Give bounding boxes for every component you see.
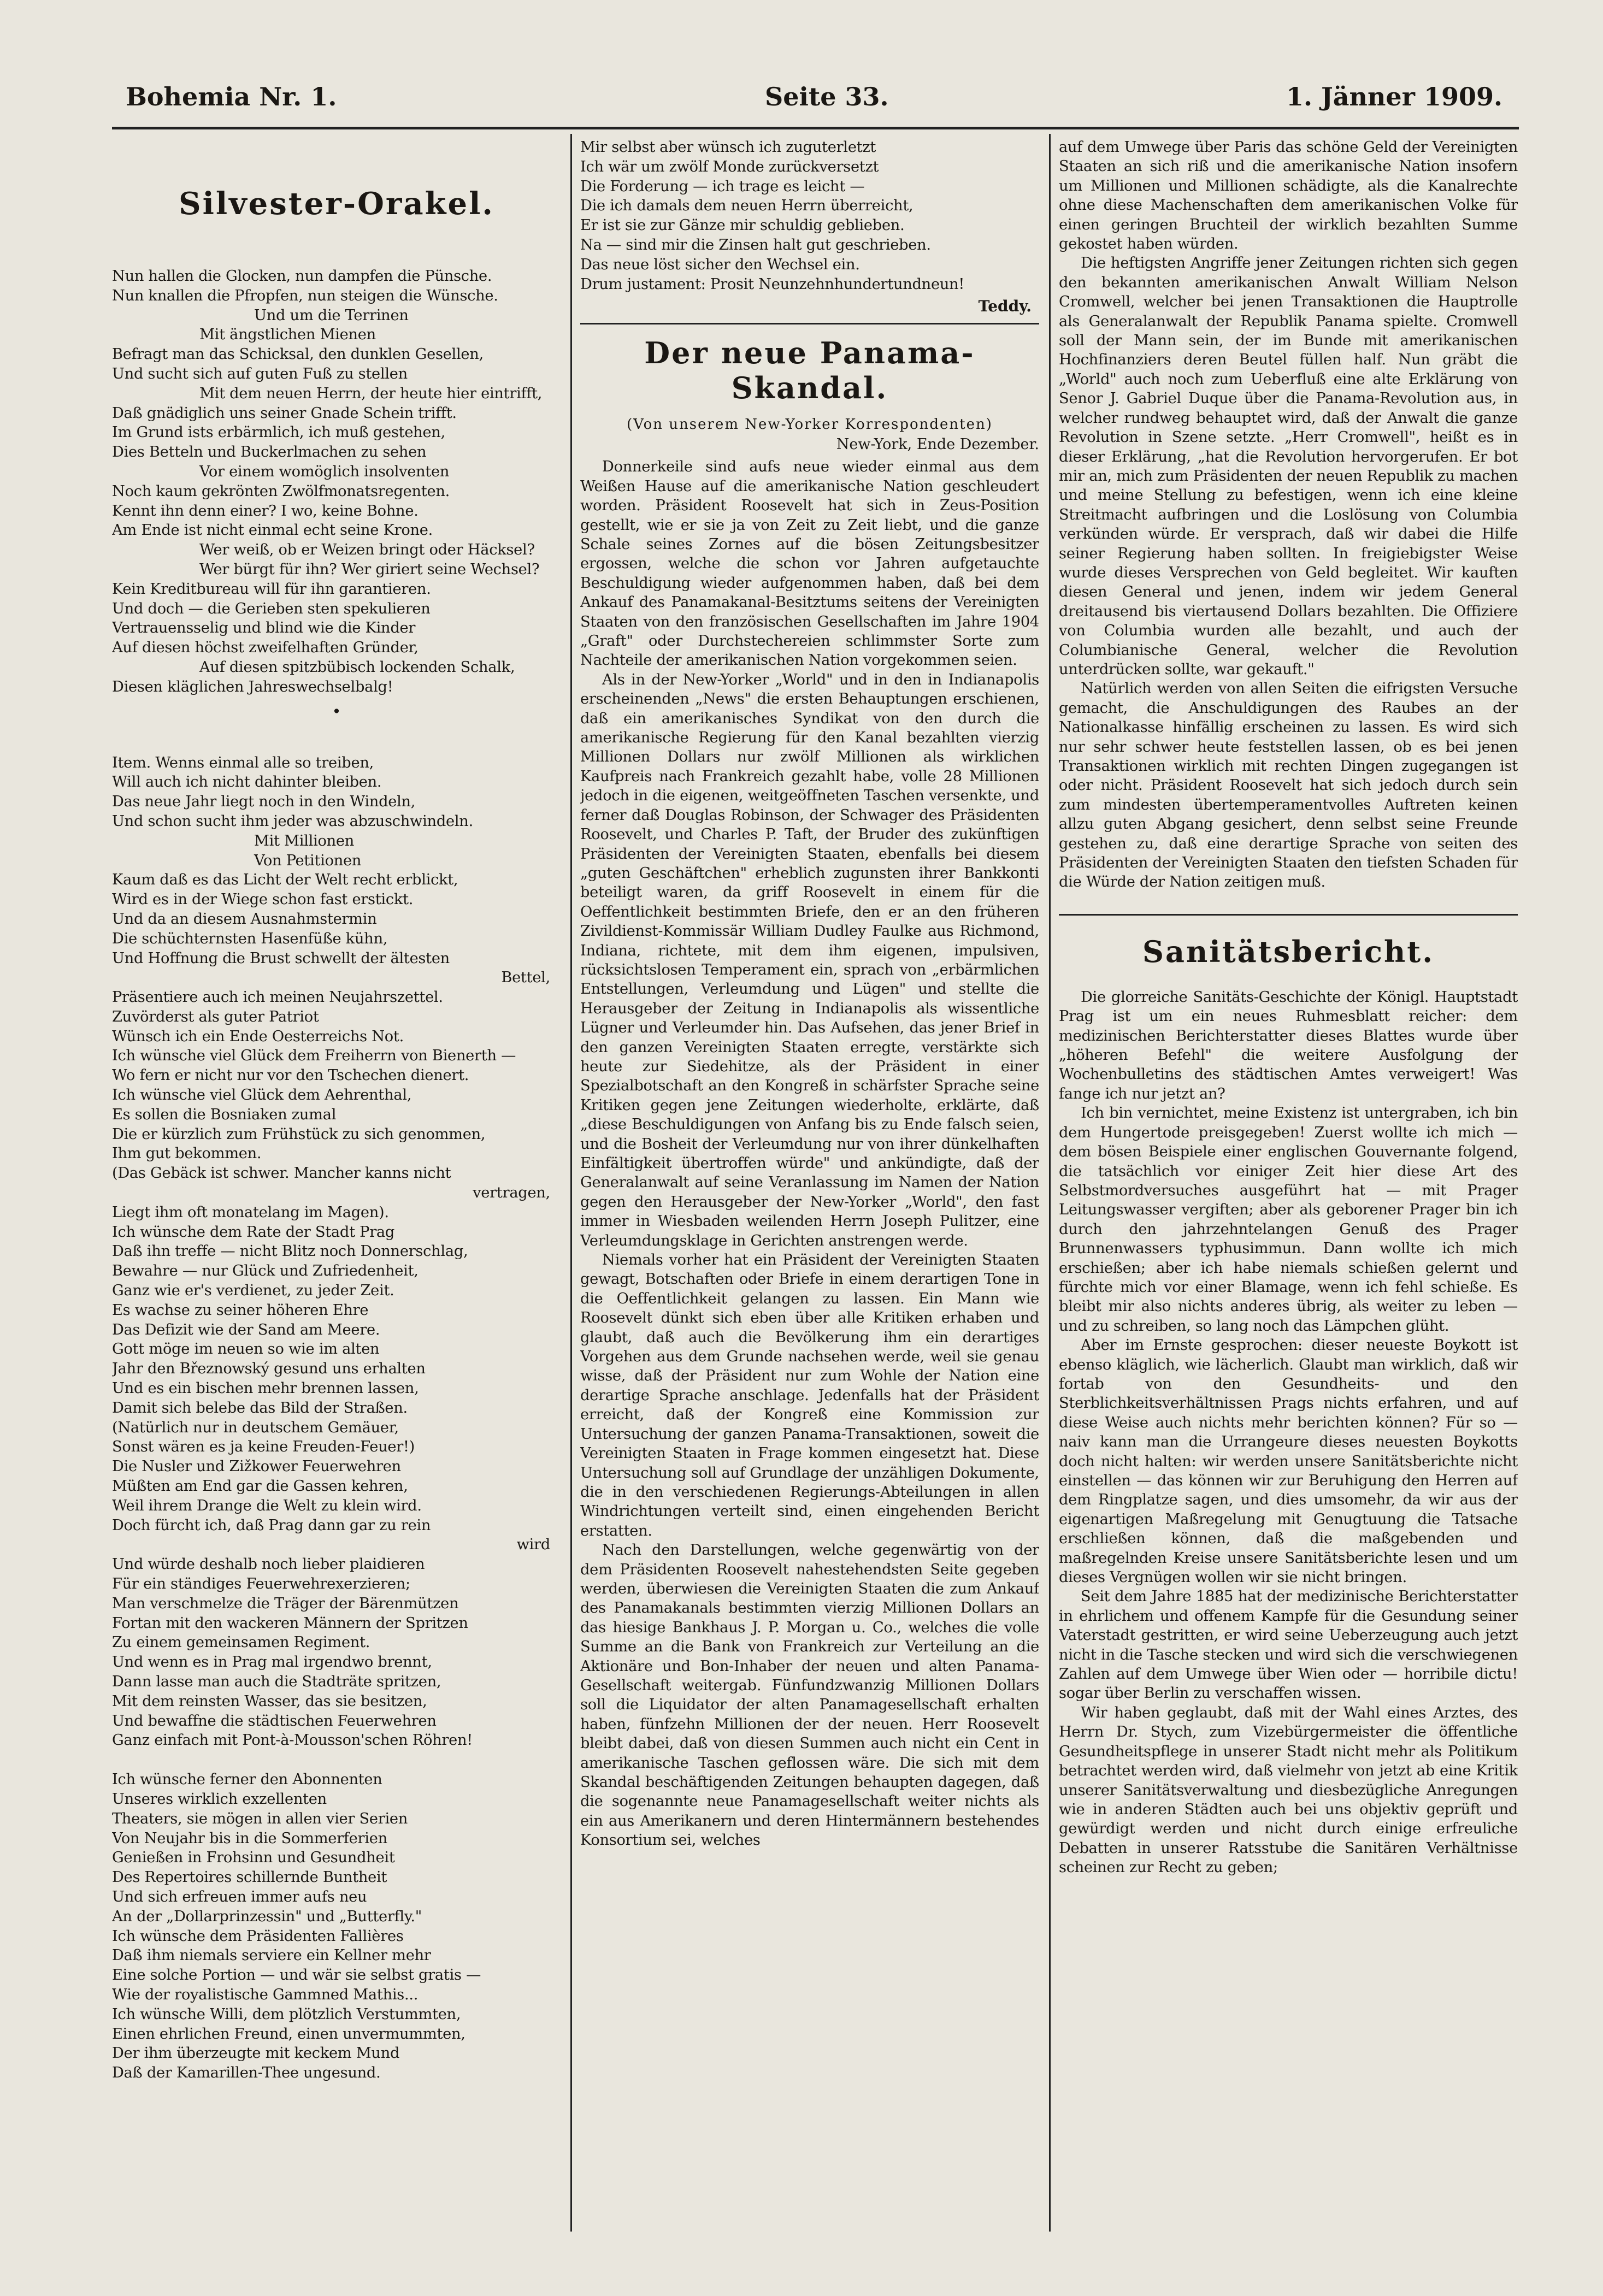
poem-line: Und wenn es in Prag mal irgendwo brennt,	[112, 1654, 432, 1671]
poem-line: Mit dem neuen Herrn, der heute hier eintrifft,	[199, 385, 543, 402]
poem-line: Und sich erfreuen immer aufs neu	[112, 1888, 367, 1905]
poem-line: Auf diesen spitzbübisch lockenden Schalk,	[199, 658, 515, 676]
article-paragraph: Niemals vorher hat ein Präsident der Vereinigten Staaten gewagt, Botschaften oder Briefe in einem derartigen Tone in die Oeffentlichkeit gelangen zu lassen. Ein Mann wie Roosevelt dünkt sich eben über alle Kritiken erhaben und glaubt, daß auch die Bevölkerung ihm ein derartiges Vorgehen aus dem Grunde nachsehen werde, weil sie genau wisse, daß der Präsident nur zum Wohle der Nation eine derartige Sprache anschlage. Jedenfalls hat der Präsident erreicht, daß der Kongreß eine Kommission zur Untersuchung der ganzen Panama-Transaktionen, soweit die Vereinigten Staaten in Frage kommen eingesetzt hat. Diese Untersuchung soll auf Grundlage der unzähligen Dokumente, die in den verschiedenen Regierungs-Abteilungen in allen Windrichtungen verteilt sind, einen eingehenden Bericht erstatten.	[580, 1252, 1039, 1539]
poem-signature: Teddy.	[978, 297, 1032, 316]
poem-line: Und schon sucht ihm jeder was abzuschwindeln.	[112, 812, 473, 830]
poem-line: Na — sind mir die Zinsen halt gut geschrieben.	[580, 236, 931, 253]
poem-line: Müßten am End gar die Gassen kehren,	[112, 1478, 408, 1495]
poem-stanza-2	[112, 753, 561, 1751]
poem-line: Ihm gut bekommen.	[112, 1145, 262, 1162]
poem-line: Und doch — die Gerieben sten spekulieren	[112, 600, 431, 617]
poem-line: Diesen kläglichen Jahreswechselbalg!	[112, 678, 393, 695]
article-divider	[1059, 914, 1518, 916]
header-page-number: Seite 33.	[765, 82, 889, 111]
header-rule	[112, 127, 1519, 129]
article-paragraph: Ich bin vernichtet, meine Existenz ist untergraben, ich bin dem Hungertode preisgegeben! Zuerst wollte ich mich — dem bösen Beispiele einer englischen Gouvernante folgend, die tatsächlich vor einiger Zeit hier diese Art des Selbstmordversuches ausgeführt hat — mit Prager Leitungswasser vergiften; aber als geborener Prager bin ich durch den jahrzehntelangen Genuß des Prager Brunnenwassers typhusimmun. Dann wollte ich mich erschießen; aber ich habe niemals schießen gelernt und fürchte mich vor einer Blamage, wenn ich fehl schieße. Es bleibt mir also nichts anderes übrig, als weiter zu leben — und zu schreiben, so lang noch das Lämpchen glüht.	[1059, 1105, 1518, 1335]
article-paragraph: auf dem Umwege über Paris das schöne Geld der Vereinigten Staaten an sich riß und die amerikanische Nation insofern um Millionen und Millionen schädigte, als die Kanalrechte ohne diese Machenschaften dem amerikanischen Volke für einen geringen Bruchteil der wirklich bezahlten Summe gekostet haben würden.	[1059, 139, 1518, 253]
poem-line: Es sollen die Bosniaken zumal	[112, 1106, 337, 1123]
poem-line: Der ihm überzeugte mit keckem Mund	[112, 2045, 400, 2062]
poem-line: Und bewaffne die städtischen Feuerwehren	[112, 1712, 437, 1730]
poem-line: Ich wünsche Willi, dem plötzlich Verstummten,	[112, 2005, 461, 2023]
article-paragraph: Die heftigsten Angriffe jener Zeitungen richten sich gegen den bekannten amerikanischen Anwalt William Nelson Cromwell, welcher bei jenen Transaktionen die Hauptrolle als Generalanwalt der Republik Panama spielte. Cromwell soll der Mann sein, der im Bunde mit amerikanischen Hochfinanziers deren Beutel füllen half. Nun gräbt die „World" auch noch zum Ueberfluß eine alte Erklärung von Senor J. Gabriel Duque über die Panama-Revolution aus, in welcher rundweg behauptet wird, daß der Anwalt die ganze Revolution in Szene setzte. „Herr Cromwell", heißt es in dieser Erklärung, „hat die Revolution hervorgerufen. Er bot mir an, mich zum Präsidenten der neuen Republik zu machen und meine Stellung zu befestigen, wenn ich eine kleine Streitmacht aufbringen und die Loslösung von Columbia verkünden würde. Er versprach, daß wir dabei die Hilfe seiner Regierung haben sollten. In freigiebigster Weise wurde dieses Versprechen von Geld begleitet. Wir kauften diesen General und jenen, indem wir jedem General dreitausend bis viertausend Dollars bezahlten. Die Offiziere von Columbia wurden alle bezahlt, und auch der Columbianische General, welcher die Revolution unterdrücken sollte, war gekauft."	[1059, 255, 1518, 678]
poem-line: Genießen in Frohsinn und Gesundheit	[112, 1849, 395, 1867]
poem-line: Wer weiß, ob er Weizen bringt oder Häcksel?	[199, 541, 535, 559]
poem-line: Präsentiere auch ich meinen Neujahrszettel.	[112, 989, 443, 1006]
poem-line: Das neue Jahr liegt noch in den Windeln,	[112, 793, 416, 811]
poem-line: Und es ein bischen mehr brennen lassen,	[112, 1380, 419, 1397]
poem-line: (Das Gebäck ist schwer. Mancher kanns nicht	[112, 1165, 451, 1182]
poem-line: Sonst wären es ja keine Freuden-Feuer!)	[112, 1438, 415, 1456]
poem-line: Fortan mit den wackeren Männern der Spritzen	[112, 1614, 468, 1632]
article-paragraph: Die glorreiche Sanitäts-Geschichte der Königl. Hauptstadt Prag ist um ein neues Ruhmesblatt reicher: dem medizinischen Berichterstatter dieses Blattes wurde über „höheren Befehl" die weitere Ausfolgung der Wochenbulletins des städtischen Amtes verweigert! Was fange ich nur jetzt an?	[1059, 988, 1518, 1102]
poem-line: Doch fürcht ich, daß Prag dann gar zu rein	[112, 1516, 431, 1534]
poem-line: Und da an diesem Ausnahmstermin	[112, 910, 377, 928]
poem-line: Nun knallen die Pfropfen, nun steigen die Wünsche.	[112, 287, 498, 304]
poem-line: Mit ängstlichen Mienen	[199, 326, 376, 344]
poem-line: Vertrauensselig und blind wie die Kinder	[112, 619, 416, 637]
poem-line: Des Repertoires schillernde Buntheit	[112, 1869, 387, 1886]
poem-line: Wird es in der Wiege schon fast erstickt.	[112, 891, 414, 908]
column-divider-1	[570, 134, 572, 2232]
poem-line: Damit sich belebe das Bild der Straßen.	[112, 1399, 408, 1416]
poem-line: Bettel,	[501, 969, 550, 987]
poem-line: Auf diesen höchst zweifelhaften Gründer,	[112, 639, 419, 657]
poem-line: Die ich damals dem neuen Herrn überreicht,	[580, 197, 914, 215]
article-paragraph: Natürlich werden von allen Seiten die eifrigsten Versuche gemacht, die Anschuldigungen des Raubes an der Nationalkasse hinfällig erscheinen zu lassen. Es wird sich nur sehr schwer heute feststellen lassen, ob es bei jenen Transaktionen wirklich mit rechten Dingen zugegangen ist oder nicht. Präsident Roosevelt hat sich jedoch durch sein zum mindesten übertemperamentvolles Auftreten keinen allzu guten Abgang gesichert, denn selbst seine Freunde gestehen zu, daß eine derartige Sprache von seiten des Präsidenten der Vereinigten Staaten den tiefsten Schaden für die Würde der Nation zeitigen muß.	[1059, 680, 1518, 891]
poem-line: Nun hallen die Glocken, nun dampfen die Pünsche.	[112, 268, 492, 285]
poem-line: Weil ihrem Drange die Welt zu klein wird.	[112, 1497, 422, 1514]
poem-line: Jahr den Březnowský gesund uns erhalten	[112, 1360, 426, 1378]
poem-line: Daß ihn treffe — nicht Blitz noch Donnerschlag,	[112, 1243, 468, 1260]
poem-line: Ich wünsche viel Glück dem Freiherrn von Bienerth —	[112, 1047, 516, 1065]
article-title-panama: Der neue Panama-Skandal.	[644, 335, 975, 406]
poem-line: Drum justament: Prosit Neunzehnhundertundneun!	[580, 275, 965, 293]
poem-line: Das neue löst sicher den Wechsel ein.	[580, 256, 860, 273]
poem-ending	[580, 138, 1039, 294]
header-date: 1. Jänner 1909.	[1286, 82, 1502, 111]
column-divider-2	[1049, 134, 1051, 2232]
poem-line: Bewahre — nur Glück und Zufriedenheit,	[112, 1262, 419, 1280]
poem-line: (Natürlich nur in deutschem Gemäuer,	[112, 1419, 399, 1436]
column-2	[580, 138, 1039, 2224]
poem-line: Ich wünsche dem Rate der Stadt Prag	[112, 1223, 395, 1241]
stanza-separator: •	[332, 702, 341, 721]
poem-line: Er ist sie zur Gänze mir schuldig geblieben.	[580, 217, 905, 234]
poem-line: Noch kaum gekrönten Zwölfmonatsregenten.	[112, 482, 450, 500]
poem-stanza-3	[112, 1770, 561, 2083]
poem-line: Und um die Terrinen	[254, 306, 409, 324]
poem-line: Die schüchternsten Hasenfüße kühn,	[112, 930, 388, 947]
poem-line: Im Grund ists erbärmlich, ich muß gestehen,	[112, 424, 445, 441]
poem-line: wird	[516, 1536, 550, 1554]
article-title-sanitaet: Sanitätsbericht.	[1142, 934, 1434, 969]
article-paragraph: Als in der New-Yorker „World" und in den in Indianapolis erscheinenden „News" die ersten Behauptungen erschienen, daß ein amerikanisches Syndikat von den durch die amerikanische Regierung für den Kanal bezahlten vierzig Millionen Dollars nur zwölf Millionen als wirklichen Kaufpreis nach Frankreich gezahlt habe, volle 28 Millionen jedoch in die eigenen, weitgeöffneten Taschen versenkte, und ferner daß Douglas Robinson, der Schwager des Präsidenten Roosevelt, und Charles P. Taft, der Bruder des zukünftigen Präsidenten der Vereinigten Staaten, ebenfalls bei diesem „guten Geschäftchen" erheblich zugunsten ihrer Bankkonti beteiligt waren, da griff Roosevelt in einem für die Oeffentlichkeit bestimmten Briefe, den er an den früheren Zivildienst-Kommissär William Dudley Faulke aus Richmond, Indiana, richtete, mit dem ihm eigenen, impulsiven, rücksichtslosen Temperament ein, sprach von „erbärmlichen Entstellungen, Verleumdung und Lügen" und stellte die Herausgeber der Zeitung in Indianapolis als wissentliche Lügner und Verleumder hin. Das Aufsehen, das jener Brief in den ganzen Vereinigten Staaten erregte, verstärkte sich heute zur Siedehitze, als der Präsident in einer Spezialbotschaft an den Kongreß in schärfster Sprache seine Kritiken gegen jene Zeitungen wiederholte, erklärte, daß „diese Beschuldigungen von Anfang bis zu Ende falsch seien, und die Bosheit der Verleumdung nur von ihrer dünkelhaften Einfältigkeit übertroffen würde" und ankündigte, daß der Generalanwalt auf seine Veranlassung im Namen der Nation gegen den Herausgeber der New-Yorker „World", den fast immer in Wiesbaden weilenden Herrn Joseph Pulitzer, eine Verleumdungsklage in Gerichten anstrengen werde.	[580, 671, 1039, 1249]
poem-line: Dann lasse man auch die Stadträte spritzen,	[112, 1673, 441, 1690]
article-paragraph: Donnerkeile sind aufs neue wieder einmal aus dem Weißen Hause auf die amerikanische Nation geschleudert worden. Präsident Roosevelt hat sich in Zeus-Position gestellt, wie er sie ja von Zeit zu Zeit liebt, und die ganze Schale seines Zornes auf die bösen Zeitungsbesitzer ergossen, welche die schon vor Jahren aufgetauchte Beschuldigung wieder aufgenommen haben, daß bei dem Ankauf des Panamakanal-Besitztums seitens der Vereinigten Staaten von den französischen Gesellschaften im Jahre 1904 „Graft" oder Durchstechereien schlimmster Sorte zum Nachteile der amerikanischen Nation vorgekommen seien.	[580, 458, 1039, 669]
article-byline: (Von unserem New-Yorker Korrespondenten)	[627, 416, 993, 433]
poem-line: Ich wünsche ferner den Abonnenten	[112, 1771, 382, 1789]
poem-line: Kennt ihn denn einer? I wo, keine Bohne.	[112, 502, 419, 520]
poem-line: Von Petitionen	[254, 852, 362, 869]
poem-line: Eine solche Portion — und wär sie selbst gratis —	[112, 1967, 481, 1984]
poem-line: Am Ende ist nicht einmal echt seine Krone.	[112, 522, 433, 539]
poem-line: Ich wünsche viel Glück dem Aehrenthal,	[112, 1087, 412, 1104]
poem-line: Unseres wirklich exzellenten	[112, 1790, 327, 1808]
poem-line: Wie der royalistische Gammned Mathis...	[112, 1986, 419, 2003]
poem-line: Es wachse zu seiner höheren Ehre	[112, 1301, 369, 1319]
poem-line: Die Forderung — ich trage es leicht —	[580, 178, 865, 195]
article-divider	[580, 323, 1039, 324]
poem-line: Dies Betteln und Buckerlmachen zu sehen	[112, 444, 427, 461]
poem-line: Einen ehrlichen Freund, einen unvermummten,	[112, 2025, 465, 2043]
poem-line: Mit dem reinsten Wasser, das sie besitzen,	[112, 1692, 427, 1710]
poem-line: Ich wünsche dem Präsidenten Fallières	[112, 1927, 404, 1945]
poem-line: Daß gnädiglich uns seiner Gnade Schein trifft.	[112, 404, 457, 422]
article-paragraph: Aber im Ernste gesprochen: dieser neueste Boykott ist ebenso kläglich, wie lächerlich. Glaubt man wirklich, daß wir fortab von den Gesundheits- und den Sterblichkeitsverhältnissen Prags nichts erfahren, und auf diese Weise auch nichts mehr berichten können? Für so — naiv kann man die Urrangeure dieses neuesten Boykotts doch nicht halten: wir werden unsere Sanitätsberichte nicht einstellen — das können wir zur Beruhigung den Herren auf dem Ringplatze sagen, und dies umsomehr, da wir aus der eigenartigen Maßregelung mit Genugtuung die Tatsache erschließen können, daß die maßgebenden und maßregelnden Kreise unsere Sanitätsberichte lesen und um dieses Vergnügen wollen wir sie nicht bringen.	[1059, 1337, 1518, 1586]
article-title-silvester: Silvester-Orakel.	[179, 186, 494, 222]
poem-line: Zuvörderst als guter Patriot	[112, 1008, 319, 1025]
poem-line: Befragt man das Schicksal, den dunklen Gesellen,	[112, 346, 484, 363]
poem-line: Kaum daß es das Licht der Welt recht erblickt,	[112, 871, 458, 889]
poem-line: Wer bürgt für ihn? Wer giriert seine Wechsel?	[199, 560, 540, 578]
poem-line: Man verschmelze die Träger der Bärenmützen	[112, 1595, 459, 1612]
poem-line: Wo fern er nicht nur vor den Tschechen dienert.	[112, 1067, 469, 1084]
poem-line: Vor einem womöglich insolventen	[199, 463, 450, 480]
article-paragraph: Seit dem Jahre 1885 hat der medizinische Berichterstatter in ehrlichem und offenem Kampfe für die Gesundung seiner Vaterstadt gestritten, er wird seine Ueberzeugung auch jetzt nicht in die Tasche stecken und wird sich die verschwiegenen Zahlen auf dem Umwege über Wien oder — horribile dictu! sogar über Berlin zu verschaffen wissen.	[1059, 1588, 1518, 1702]
poem-stanza-1	[112, 267, 561, 697]
poem-line: An der „Dollarprinzessin" und „Butterfly."	[112, 1908, 422, 1925]
poem-line: Das Defizit wie der Sand am Meere.	[112, 1321, 380, 1338]
column-1	[112, 138, 561, 2224]
poem-line: Theaters, sie mögen in allen vier Serien	[112, 1810, 408, 1827]
poem-line: Die Nusler und Zižkower Feuerwehren	[112, 1458, 401, 1475]
poem-line: vertragen,	[473, 1184, 550, 1202]
poem-line: Für ein ständiges Feuerwehrexerzieren;	[112, 1575, 410, 1592]
poem-line: Und Hoffnung die Brust schwellt der ältesten	[112, 949, 450, 967]
poem-line: Ganz wie er's verdienet, zu jeder Zeit.	[112, 1282, 394, 1300]
poem-line: Liegt ihm oft monatelang im Magen).	[112, 1203, 389, 1221]
poem-line: Und sucht sich auf guten Fuß zu stellen	[112, 365, 408, 382]
poem-line: Mit Millionen	[254, 832, 355, 849]
poem-line: Von Neujahr bis in die Sommerferien	[112, 1829, 387, 1847]
poem-line: Daß der Kamarillen-Thee ungesund.	[112, 2064, 381, 2082]
poem-line: Mir selbst aber wünsch ich zuguterletzt	[580, 139, 876, 156]
poem-line: Item. Wenns einmal alle so treiben,	[112, 754, 374, 771]
poem-line: Kein Kreditbureau will für ihn garantieren.	[112, 580, 431, 598]
poem-line: Zu einem gemeinsamen Regiment.	[112, 1634, 370, 1651]
article-dateline: New-York, Ende Dezember.	[836, 436, 1039, 453]
column-3	[1059, 138, 1518, 2224]
poem-line: Wünsch ich ein Ende Oesterreichs Not.	[112, 1028, 404, 1045]
poem-line: Will auch ich nicht dahinter bleiben.	[112, 774, 382, 791]
poem-line: Die er kürzlich zum Frühstück zu sich genommen,	[112, 1125, 486, 1143]
page-header	[126, 82, 1502, 126]
poem-line: Und würde deshalb noch lieber plaidieren	[112, 1556, 425, 1573]
poem-line: Ganz einfach mit Pont-à-Mousson'schen Röhren!	[112, 1732, 473, 1749]
article-paragraph: Nach den Darstellungen, welche gegenwärtig von der dem Präsidenten Roosevelt nahestehendsten Seite gegeben werden, überwiesen die Vereinigten Staaten die zum Ankauf des Panamakanals bestimmten vierzig Millionen Dollars an das hiesige Bankhaus J. P. Morgan u. Co., welches die volle Summe an die Bank von Frankreich zur Verteilung an die Aktionäre und Bon-Inhaber der neuen und alten Panama-Gesellschaft weitergab. Fünfundzwanzig Millionen Dollars soll die Liquidator der alten Panamagesellschaft erhalten haben, fünfzehn Millionen der der neuen. Herr Roosevelt bleibt dabei, daß von diesen Summen auch nicht ein Cent in amerikanische Taschen geflossen wäre. Die sich mit dem Skandal beschäftigenden Zeitungen behaupten dagegen, daß die sogenannte neue Panamagesellschaft weiter nichts als ein aus Amerikanern und deren Hintermännern bestehendes Konsortium sei, welches	[580, 1542, 1039, 1849]
poem-line: Daß ihm niemals serviere ein Kellner mehr	[112, 1947, 431, 1964]
article-paragraph: Wir haben geglaubt, daß mit der Wahl eines Arztes, des Herrn Dr. Stych, zum Vizebürgermeister die öffentliche Gesundheitspflege in unserer Stadt nicht mehr als Politikum betrachtet werden wird, daß vielmehr von jetzt ab eine Kritik unserer Sanitätsverwaltung und diesbezügliche Anregungen wie in anderen Städten auch bei uns objektiv geprüft und gewürdigt werden und nicht durch einige erfreuliche Debatten in unserer Ratsstube die Sanitären Verhältnisse scheinen zur Recht zu geben;	[1059, 1704, 1518, 1876]
poem-line: Ich wär um zwölf Monde zurückversetzt	[580, 158, 879, 175]
poem-line: Gott möge im neuen so wie im alten	[112, 1341, 380, 1358]
header-issue: Bohemia Nr. 1.	[126, 82, 337, 111]
